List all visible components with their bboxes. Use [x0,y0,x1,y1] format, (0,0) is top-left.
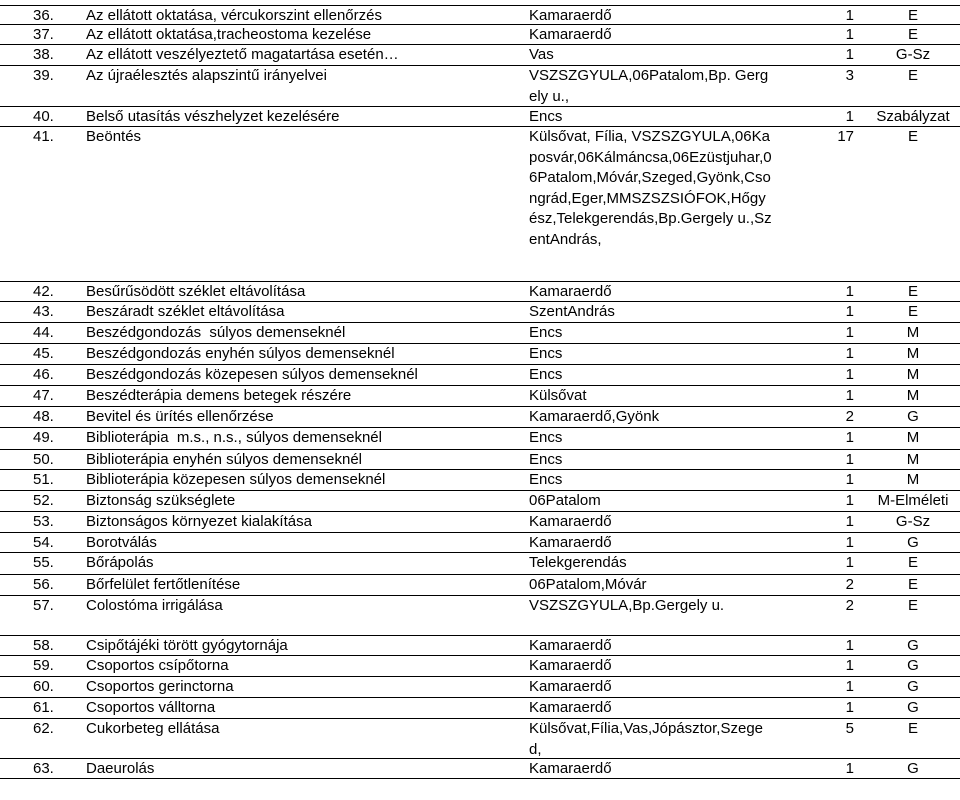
row-number: 50. [33,451,54,468]
category-code: E [907,7,918,24]
row-number: 37. [33,26,54,43]
table-row [0,635,960,655]
quantity: 1 [845,324,854,341]
quantity: 1 [845,26,854,43]
procedure-name: Bőrfelület fertőtlenítése [86,576,241,593]
table-row [0,427,960,449]
procedure-name: Bőrápolás [86,554,154,571]
category-code: M [906,387,920,404]
procedure-name: Az ellátott veszélyeztető magatartása esetén… [86,46,399,63]
category-code: E [907,720,918,737]
row-number: 49. [33,429,54,446]
location-list: Külsővat, Fília, VSZSZGYULA,06Kaposvár,06Kálmáncsa,06Ezüstjuhar,06Patalom,Móvár,Szeged,Gyönk,Csongrád,Eger,MMSZSZSIÓFOK,Hőgyész,Telekgerendás,Bp.Gergely u.,SzentAndrás, [529,128,772,248]
location-list: Kamaraerdő [529,760,612,777]
row-number: 56. [33,576,54,593]
table-row [0,281,960,301]
quantity: 5 [845,720,854,737]
procedure-name: Beszédgondozás enyhén súlyos demenseknél [86,345,395,362]
table-row [0,655,960,676]
location-list: 06Patalom,Móvár [529,576,647,593]
table-row [0,552,960,574]
procedure-name: Biztonságos környezet kialakítása [86,513,312,530]
location-list: 06Patalom [529,492,601,509]
procedure-name: Biblioterápia közepesen súlyos demenseknél [86,471,386,488]
category-code: E [907,554,918,571]
table-row [0,532,960,552]
quantity: 1 [845,46,854,63]
category-code: M-Elméleti [877,492,949,509]
location-list: Kamaraerdő [529,657,612,674]
row-number: 46. [33,366,54,383]
row-number: 58. [33,637,54,654]
table-row [0,126,960,281]
location-list: Encs [529,345,563,362]
category-code: G [907,678,919,695]
category-code: G [907,657,919,674]
row-number: 57. [33,597,54,614]
row-number: 59. [33,657,54,674]
table-row [0,449,960,469]
quantity: 1 [845,303,854,320]
row-number: 39. [33,67,54,84]
table-row [0,758,960,779]
location-list: Encs [529,324,563,341]
quantity: 1 [845,678,854,695]
quantity: 2 [845,408,854,425]
procedure-name: Beszédterápia demens betegek részére [86,387,352,404]
table-row [0,718,960,758]
table-row [0,106,960,126]
category-code: M [906,471,920,488]
quantity: 1 [845,283,854,300]
procedure-name: Csoportos gerinctorna [86,678,234,695]
procedure-name: Beszédgondozás közepesen súlyos demenseknél [86,366,418,383]
quantity: 2 [845,576,854,593]
category-code: M [906,451,920,468]
quantity: 1 [845,366,854,383]
category-code: E [907,576,918,593]
table-row [0,5,960,24]
category-code: M [906,429,920,446]
location-list: Encs [529,451,563,468]
category-code: E [907,283,918,300]
procedure-name: Biblioterápia m.s., n.s., súlyos demenseknél [86,429,382,446]
quantity: 1 [845,108,854,125]
location-list: Kamaraerdő [529,699,612,716]
row-number: 53. [33,513,54,530]
row-number: 48. [33,408,54,425]
quantity: 1 [845,534,854,551]
procedure-name: Csoportos válltorna [86,699,216,716]
quantity: 1 [845,554,854,571]
row-number: 44. [33,324,54,341]
category-code: G [907,637,919,654]
procedure-name: Biztonság szükséglete [86,492,236,509]
procedure-name: Daeurolás [86,760,155,777]
table-row [0,385,960,406]
quantity: 3 [845,67,854,84]
row-number: 54. [33,534,54,551]
location-list: Kamaraerdő [529,534,612,551]
location-list: Encs [529,429,563,446]
location-list: VSZSZGYULA,Bp.Gergely u. [529,597,725,614]
table-row [0,24,960,44]
quantity: 1 [845,7,854,24]
procedure-name: Beszáradt széklet eltávolítása [86,303,285,320]
category-code: G [907,408,919,425]
procedure-name: Borotválás [86,534,157,551]
quantity: 1 [845,657,854,674]
category-code: G [907,699,919,716]
procedure-name: Besűrűsödött széklet eltávolítása [86,283,306,300]
procedure-name: Colostóma irrigálása [86,597,223,614]
row-number: 43. [33,303,54,320]
row-number: 47. [33,387,54,404]
row-number: 42. [33,283,54,300]
procedure-name: Bevitel és ürítés ellenőrzése [86,408,274,425]
row-number: 62. [33,720,54,737]
quantity: 2 [845,597,854,614]
location-list: Kamaraerdő [529,513,612,530]
procedure-name: Csipőtájéki törött gyógytornája [86,637,288,654]
location-list: Kamaraerdő [529,678,612,695]
quantity: 1 [845,471,854,488]
row-number: 51. [33,471,54,488]
procedure-name: Beszédgondozás súlyos demenseknél [86,324,346,341]
location-list: Kamaraerdő [529,26,612,43]
location-list: Vas [529,46,554,63]
table-row [0,490,960,511]
procedure-name: Az ellátott oktatása, vércukorszint ellenőrzés [86,7,382,24]
quantity: 1 [845,387,854,404]
location-list: Kamaraerdő [529,637,612,654]
table-row [0,364,960,385]
category-code: E [907,597,918,614]
document-table [0,5,960,779]
category-code: M [906,366,920,383]
location-list: Encs [529,471,563,488]
location-list: Kamaraerdő,Gyönk [529,408,660,425]
row-number: 40. [33,108,54,125]
quantity: 1 [845,429,854,446]
table-row [0,322,960,343]
quantity: 1 [845,451,854,468]
procedure-name: Cukorbeteg ellátása [86,720,220,737]
procedure-name: Csoportos csípőtorna [86,657,229,674]
procedure-name: Az újraélesztés alapszintű irányelvei [86,67,327,84]
category-code: G-Sz [895,513,931,530]
quantity: 1 [845,345,854,362]
location-list: VSZSZGYULA,06Patalom,Bp. Gergely u., [529,67,769,105]
category-code: E [907,26,918,43]
quantity: 1 [845,513,854,530]
category-code: M [906,324,920,341]
row-number: 36. [33,7,54,24]
location-list: Telekgerendás [529,554,627,571]
location-list: Külsővat [529,387,587,404]
quantity: 1 [845,492,854,509]
table-row [0,574,960,595]
procedure-name: Az ellátott oktatása,tracheostoma kezelése [86,26,372,43]
row-number: 60. [33,678,54,695]
quantity: 1 [845,637,854,654]
row-number: 52. [33,492,54,509]
table-row [0,343,960,364]
row-number: 63. [33,760,54,777]
category-code: G [907,760,919,777]
table-row [0,406,960,427]
table-row [0,511,960,532]
quantity: 17 [837,128,854,145]
category-code: M [906,345,920,362]
location-list: Encs [529,366,563,383]
procedure-name: Belső utasítás vészhelyzet kezelésére [86,108,340,125]
location-list: SzentAndrás [529,303,615,320]
category-code: E [907,303,918,320]
table-row [0,65,960,106]
category-code: E [907,67,918,84]
row-number: 61. [33,699,54,716]
location-list: Külsővat,Fília,Vas,Jópásztor,Szeged, [529,720,764,758]
table-row [0,301,960,322]
procedure-name: Biblioterápia enyhén súlyos demenseknél [86,451,363,468]
row-number: 45. [33,345,54,362]
quantity: 1 [845,699,854,716]
row-number: 55. [33,554,54,571]
quantity: 1 [845,760,854,777]
location-list: Kamaraerdő [529,283,612,300]
row-number: 41. [33,128,54,145]
table-row [0,44,960,65]
table-row [0,697,960,718]
category-code: G-Sz [895,46,931,63]
table-row [0,595,960,635]
category-code: Szabályzat [876,108,950,125]
procedure-name: Beöntés [86,128,142,145]
category-code: G [907,534,919,551]
location-list: Encs [529,108,563,125]
location-list: Kamaraerdő [529,7,612,24]
table-row [0,469,960,490]
table-row [0,676,960,697]
row-number: 38. [33,46,54,63]
category-code: E [907,128,918,145]
